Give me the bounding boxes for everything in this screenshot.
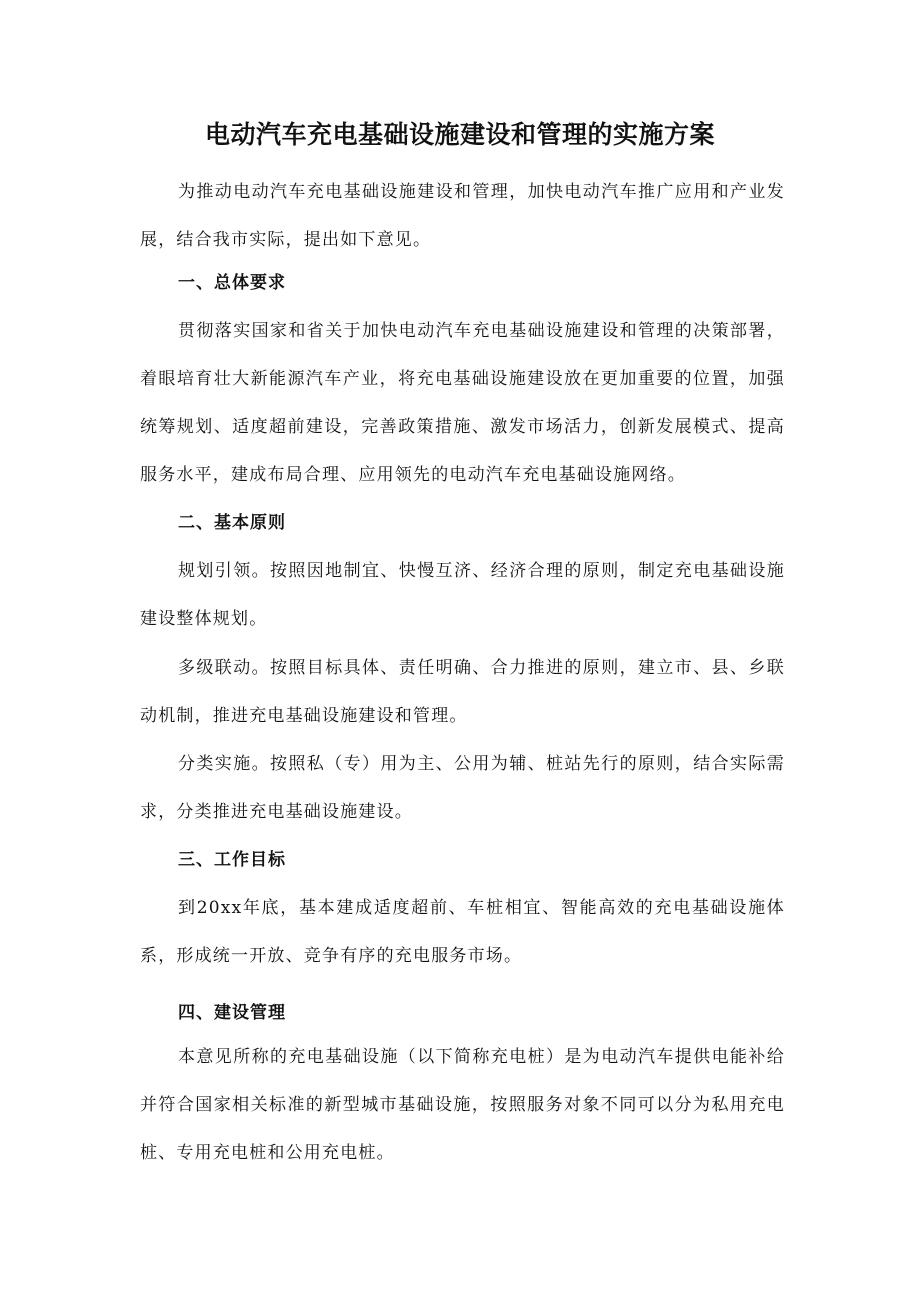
- section-2-paragraph-1: 规划引领。按照因地制宜、快慢互济、经济合理的原则，制定充电基础设施建设整体规划。: [140, 561, 785, 629]
- section-2-paragraph-3: 分类实施。按照私（专）用为主、公用为辅、桩站先行的原则，结合实际需求，分类推进充电基础设施建设。: [140, 754, 785, 822]
- section-heading-2: 二、基本原则: [178, 513, 286, 533]
- section-3-paragraph-1: 到20xx年底，基本建成适度超前、车桩相宜、智能高效的充电基础设施体系，形成统一开放、竞争有序的充电服务市场。: [140, 898, 785, 966]
- section-4-paragraph-1: 本意见所称的充电基础设施（以下简称充电桩）是为电动汽车提供电能补给并符合国家相关标准的新型城市基础设施，按照服务对象不同可以分为私用充电桩、专用充电桩和公用充电桩。: [140, 1047, 785, 1163]
- section-heading-1: 一、总体要求: [178, 273, 286, 293]
- section-heading-3: 三、工作目标: [178, 850, 286, 870]
- document-title: 电动汽车充电基础设施建设和管理的实施方案: [204, 120, 715, 149]
- section-1-paragraph-1: 贯彻落实国家和省关于加快电动汽车充电基础设施建设和管理的决策部署，着眼培育壮大新能源汽车产业，将充电基础设施建设放在更加重要的位置，加强统筹规划、适度超前建设，完善政策措施、激发市场活力，创新发展模式、提高服务水平，建成布局合理、应用领先的电动汽车充电基础设施网络。: [140, 321, 785, 485]
- section-heading-4: 四、建设管理: [178, 1003, 286, 1023]
- section-2-paragraph-2: 多级联动。按照目标具体、责任明确、合力推进的原则，建立市、县、乡联动机制，推进充电基础设施建设和管理。: [140, 658, 785, 726]
- intro-paragraph: 为推动电动汽车充电基础设施建设和管理，加快电动汽车推广应用和产业发展，结合我市实际，提出如下意见。: [140, 182, 785, 250]
